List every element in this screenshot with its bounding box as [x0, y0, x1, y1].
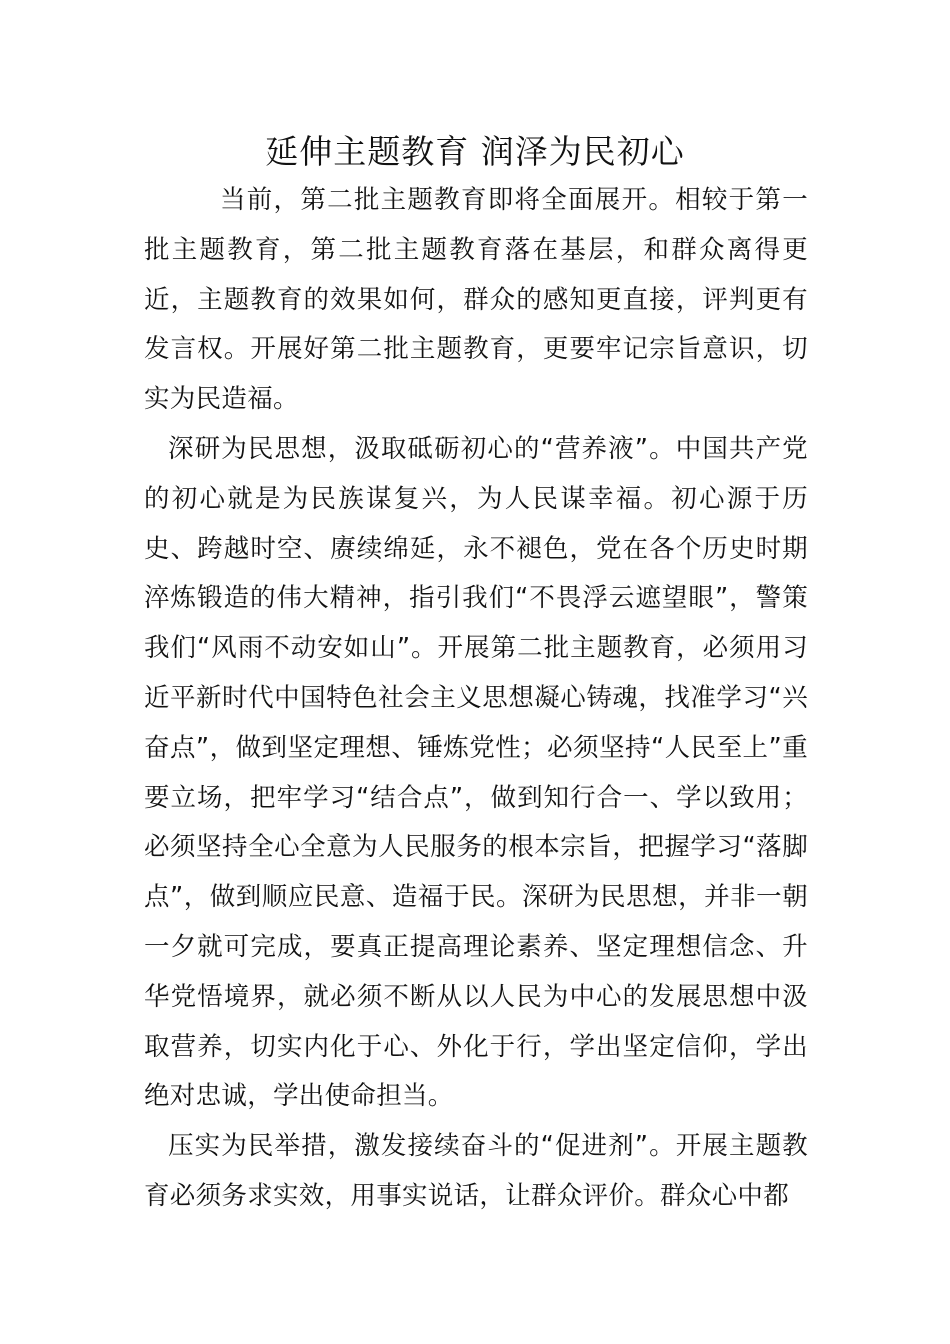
paragraph-study-thought: 深研为民思想，汲取砥砺初心的“营养液”。中国共产党的初心就是为民族谋复兴，为人民谋幸福。初心源于历史、跨越时空、赓续绵延，永不褪色，党在各个历史时期淬炼锻造的伟大精神，指引我们“不畏浮云遮望眼”，警策我们“风雨不动安如山”。开展第二批主题教育，必须用习近平新时代中国特色社会主义思想凝心铸魂，找准学习“兴奋点”，做到坚定理想、锤炼党性；必须坚持“人民至上”重要立场，把牢学习“结合点”，做到知行合一、学以致用；必须坚持全心全意为人民服务的根本宗旨，把握学习“落脚点”，做到顺应民意、造福于民。深研为民思想，并非一朝一夕就可完成，要真正提高理论素养、坚定理想信念、升华党悟境界，就必须不断从以人民为中心的发展思想中汲取营养，切实内化于心、外化于行，学出坚定信仰，学出绝对忠诚，学出使命担当。	[144, 433, 808, 1112]
document-title: 延伸主题教育 润泽为民初心	[265, 132, 685, 171]
paragraph-intro: 当前，第二批主题教育即将全面展开。相较于第一批主题教育，第二批主题教育落在基层，和群众离得更近，主题教育的效果如何，群众的感知更直接，评判更有发言权。开展好第二批主题教育，更要牢记宗旨意识，切实为民造福。	[144, 185, 808, 415]
document-body	[144, 176, 808, 1222]
paragraph-measures: 压实为民举措，激发接续奋斗的“促进剂”。开展主题教育必须务求实效，用事实说话，让群众评价。群众心中都	[144, 1131, 808, 1211]
